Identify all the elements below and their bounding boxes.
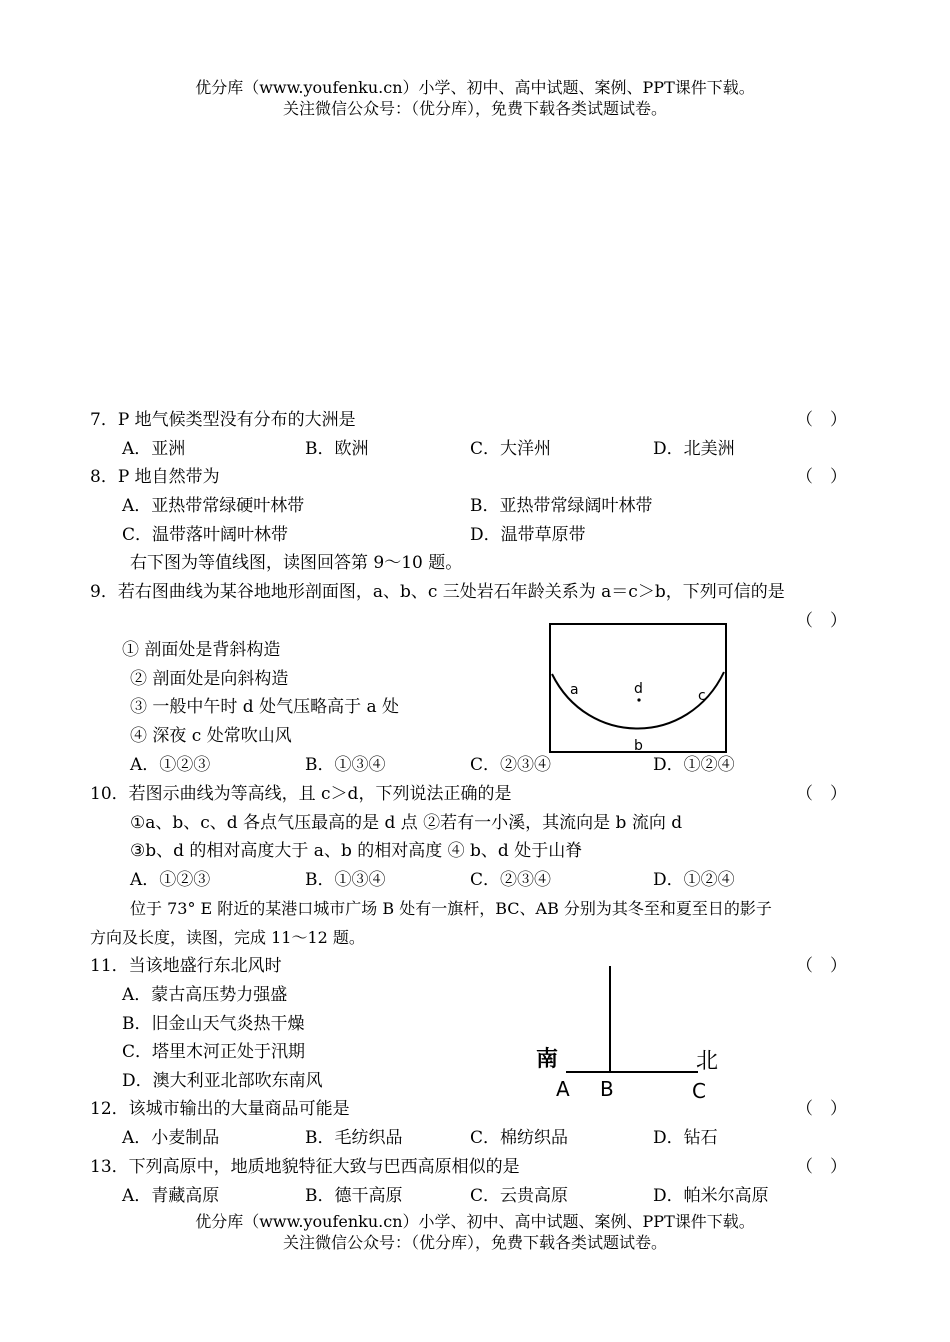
q9-statement-2: ② 剖面处是向斜构造 — [130, 669, 289, 689]
q10-option-d: D．①②④ — [653, 870, 735, 890]
q7-option-b: B．欧洲 — [305, 439, 369, 459]
valley-profile-figure — [548, 622, 730, 756]
q11-option-c: C．塔里木河正处于汛期 — [122, 1042, 306, 1062]
q12-answer-paren: （ ） — [796, 1099, 847, 1119]
label-point-a: A — [556, 1077, 570, 1101]
q7-option-a: A．亚洲 — [122, 439, 186, 459]
q12-option-d: D．钻石 — [653, 1128, 718, 1148]
q13-option-a: A．青藏高原 — [122, 1186, 220, 1206]
q8-option-a: A．亚热带常绿硬叶林带 — [122, 496, 305, 516]
q9-option-c: C．②③④ — [470, 755, 552, 775]
q13-option-c: C．云贵高原 — [470, 1186, 569, 1206]
q8-option-d: D．温带草原带 — [470, 525, 586, 545]
label-point-c: C — [692, 1079, 706, 1103]
q13-option-b: B．德干高原 — [305, 1186, 403, 1206]
q11-option-b: B．旧金山天气炎热干燥 — [122, 1014, 305, 1034]
label-point-b: B — [600, 1077, 614, 1101]
q10-option-a: A．①②③ — [130, 870, 211, 890]
q10-stem: 10．若图示曲线为等高线，且 c＞d，下列说法正确的是 — [90, 784, 512, 804]
q10-option-c: C．②③④ — [470, 870, 552, 890]
q9-option-d: D．①②④ — [653, 755, 735, 775]
intro-11-12-line-2: 方向及长度，读图，完成 11～12 题。 — [90, 928, 365, 947]
label-south: 南 — [536, 1047, 559, 1072]
q13-stem: 13．下列高原中，地质地貌特征大致与巴西高原相似的是 — [90, 1157, 520, 1177]
label-north: 北 — [696, 1049, 719, 1074]
q9-answer-paren: （ ） — [796, 611, 847, 631]
footer-line-2: 关注微信公众号：（优分库），免费下载各类试题试卷。 — [282, 1233, 667, 1252]
q12-option-c: C．棉纺织品 — [470, 1128, 569, 1148]
q8-option-b: B．亚热带常绿阔叶林带 — [470, 496, 653, 516]
q11-answer-paren: （ ） — [796, 956, 847, 976]
intro-9-10: 右下图为等值线图，读图回答第 9～10 题。 — [130, 553, 463, 573]
q12-stem: 12．该城市输出的大量商品可能是 — [90, 1099, 350, 1119]
q11-stem: 11．当该地盛行东北风时 — [90, 956, 282, 976]
q9-statement-1: ① 剖面处是背斜构造 — [122, 640, 281, 660]
q10-line-2: ③b、d 的相对高度大于 a、b 的相对高度 ④ b、d 处于山脊 — [130, 841, 583, 861]
label-d: d — [634, 681, 643, 697]
q9-statement-4: ④ 深夜 c 处常吹山风 — [130, 726, 292, 746]
label-c: c — [698, 688, 706, 704]
q8-option-c: C．温带落叶阔叶林带 — [122, 525, 289, 545]
label-b: b — [634, 738, 643, 754]
header-line-1: 优分库（www.youfenku.cn）小学、初中、高中试题、案例、PPT课件下载。 — [195, 78, 755, 97]
q13-answer-paren: （ ） — [796, 1157, 847, 1177]
q11-option-d: D．澳大利亚北部吹东南风 — [122, 1071, 323, 1091]
q9-option-b: B．①③④ — [305, 755, 386, 775]
q8-answer-paren: （ ） — [796, 467, 847, 487]
q7-option-c: C．大洋州 — [470, 439, 552, 459]
q8-stem: 8．P 地自然带为 — [90, 467, 220, 487]
q12-option-b: B．毛纺织品 — [305, 1128, 403, 1148]
q12-option-a: A．小麦制品 — [122, 1128, 220, 1148]
q10-answer-paren: （ ） — [796, 784, 847, 804]
q7-stem: 7．P 地气候类型没有分布的大洲是 — [90, 410, 356, 430]
q10-option-b: B．①③④ — [305, 870, 386, 890]
header-line-2: 关注微信公众号：（优分库），免费下载各类试题试卷。 — [282, 99, 667, 118]
q9-stem: 9．若右图曲线为某谷地地形剖面图，a、b、c 三处岩石年龄关系为 a＝c＞b，下列可信的是 — [90, 582, 785, 602]
q13-option-d: D．帕米尔高原 — [653, 1186, 769, 1206]
q7-answer-paren: （ ） — [796, 410, 847, 430]
point-d — [637, 698, 640, 701]
q11-option-a: A．蒙古高压势力强盛 — [122, 985, 288, 1005]
label-a: a — [570, 682, 579, 698]
flagpole-shadow-figure — [528, 962, 740, 1108]
intro-11-12-line-1: 位于 73° E 附近的某港口城市广场 B 处有一旗杆，BC、AB 分别为其冬至和夏至日的影子 — [130, 899, 772, 918]
q9-statement-3: ③ 一般中午时 d 处气压略高于 a 处 — [130, 697, 400, 717]
q9-option-a: A．①②③ — [130, 755, 211, 775]
q10-line-1: ①a、b、c、d 各点气压最高的是 d 点 ②若有一小溪，其流向是 b 流向 d — [130, 813, 683, 833]
q7-option-d: D．北美洲 — [653, 439, 735, 459]
footer-line-1: 优分库（www.youfenku.cn）小学、初中、高中试题、案例、PPT课件下载。 — [195, 1212, 755, 1231]
